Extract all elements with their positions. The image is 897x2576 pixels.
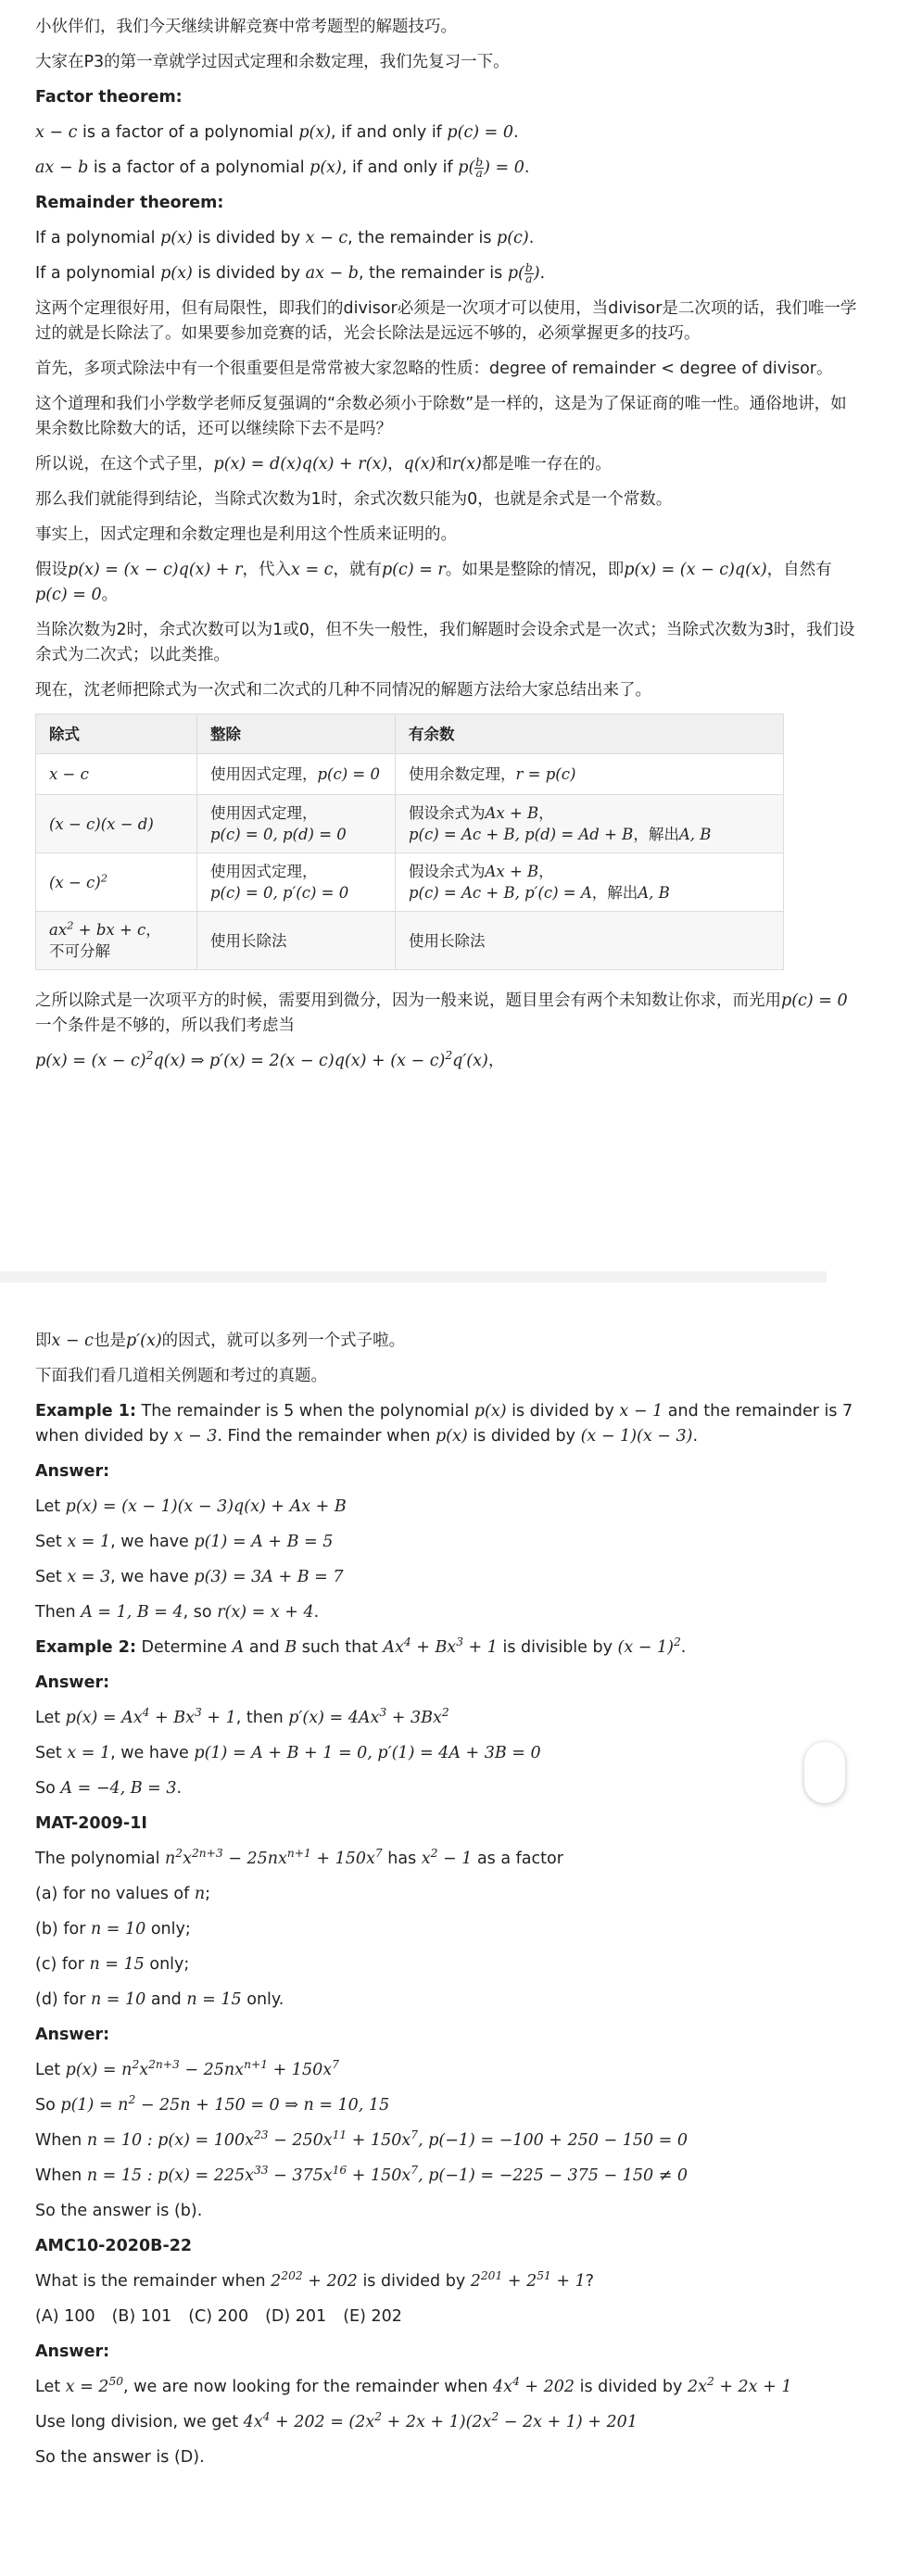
table-row	[36, 912, 784, 970]
section-divider	[0, 1271, 827, 1282]
table-cell: 使用因式定理， p(c) = 0, p′(c) = 0	[197, 853, 396, 912]
amc-line-1: Let $x = 2^{50}$, we are now looking for the remainder when $4x^4 + 202$ is divided by $2x^2 + 2x + 1$	[35, 2375, 792, 2396]
example-1-answer-label: Answer:	[35, 1462, 110, 1481]
divisor-paragraph: 这两个定理很好用，但有局限性，即我们的divisor必须是一次项才可以使用，当divisor是二次项的话，我们唯一学过的就是长除法了。如果要参加竞赛的话，光会长除法是远远不够的，必须掌握更多的技巧。	[35, 299, 857, 343]
article-section-2	[0, 1329, 897, 2481]
mat-line-4: When n = 15 : $p(x) = 225x^{33} - 375x^{16} + 150x^7$, p(−1) = −225 − 375 − 150 ≠ 0	[35, 2164, 689, 2185]
factor-theorem-line-2: ax − b is a factor of a polynomial p(x), if and only if p( $\frac{b}{a}$ ) = 0.	[35, 155, 530, 180]
table-header-divisor: 除式	[36, 714, 197, 754]
mat-option-c: (c) for n = 15 only;	[35, 1955, 190, 1974]
floating-side-tab[interactable]	[804, 1742, 845, 1803]
table-cell: $(x - c)^2$	[36, 853, 197, 912]
example-1-line-4: Then A = 1, B = 4, so r(x) = x + 4.	[35, 1603, 320, 1622]
amc-2020-title: AMC10-2020B-22	[35, 2237, 193, 2255]
proof-note-paragraph: 事实上，因式定理和余数定理也是利用这个性质来证明的。	[35, 525, 457, 544]
example-2-line-3: So A = −4, B = 3.	[35, 1779, 183, 1798]
examples-intro-paragraph: 下面我们看几道相关例题和考过的真题。	[35, 1367, 327, 1385]
amc-line-2: Use long division, we get $4x^4 + 202 = (2x^2 + 2x + 1)(2x^2 - 2x + 1) + 201$	[35, 2410, 638, 2431]
table-header-divisible: 整除	[197, 714, 396, 754]
mat-answer-label: Answer:	[35, 2026, 110, 2044]
mat-option-a: (a) for no values of n;	[35, 1885, 211, 1903]
also-factor-paragraph: 即x − c也是p′(x)的因式，就可以多列一个式子啦。	[35, 1332, 406, 1350]
mat-question: The polynomial $n^2x^{2n+3} - 25nx^{n+1} + 150x^7$ has $x^2 - 1$ as a factor	[35, 1847, 563, 1868]
summary-intro-paragraph: 现在，沈老师把除式为一次式和二次式的几种不同情况的解题方法给大家总结出来了。	[35, 681, 651, 700]
method-summary-table	[35, 713, 784, 970]
amc-option-d: (D) 201	[265, 2307, 327, 2326]
mat-line-3: When n = 10 : $p(x) = 100x^{23} - 250x^{11} + 150x^7$, p(−1) = −100 + 250 − 150 = 0	[35, 2128, 689, 2150]
example-2-answer-label: Answer:	[35, 1673, 110, 1692]
table-header-with-remainder: 有余数	[396, 714, 784, 754]
table-cell: 使用长除法	[396, 912, 784, 970]
example-1-question: Example 1: The remainder is 5 when the polynomial p(x) is divided by x − 1 and the remainder is 7 when divided by x − 3. Find the remainder when p(x) is divided by (x − 1)(x − 3).	[35, 1402, 853, 1446]
table-cell: $ax^2$ + bx + c， 不可分解	[36, 912, 197, 970]
table-row	[36, 754, 784, 795]
degree-two-paragraph: 当除次数为2时，余式次数可以为1或0，但不失一般性，我们解题时会设余式是一次式；当除式次数为3时，我们设余式为二次式；以此类推。	[35, 621, 855, 664]
amc-option-c: (C) 200	[188, 2307, 249, 2326]
table-cell: (x − c)(x − d)	[36, 795, 197, 853]
mat-line-1: Let $p(x) = n^2x^{2n+3} - 25nx^{n+1} + 150x^7$	[35, 2058, 339, 2079]
table-cell: x − c	[36, 754, 197, 795]
mat-option-b: (b) for n = 10 only;	[35, 1920, 191, 1938]
amc-options	[35, 2305, 862, 2330]
remainder-theorem-title: Remainder theorem:	[35, 194, 224, 212]
example-1-line-1: Let p(x) = (x − 1)(x − 3)q(x) + Ax + B	[35, 1497, 347, 1516]
table-cell: 假设余式为Ax + B， p(c) = Ac + B, p(d) = Ad + B，解出A, B	[396, 795, 784, 853]
amc-question: What is the remainder when $2^{202} + 202$ is divided by $2^{201} + 2^{51} + 1$?	[35, 2269, 595, 2291]
solution-form-paragraph: 所以说，在这个式子里，p(x) = d(x)q(x) + r(x)，q(x)和r(x)都是唯一存在的。	[35, 455, 612, 474]
fraction-b-over-a: $\frac{b}{a}$	[524, 260, 533, 285]
table-cell: 使用因式定理， p(c) = 0, p(d) = 0	[197, 795, 396, 853]
derivative-reason-paragraph: 之所以除式是一次项平方的时候，需要用到微分，因为一般来说，题目里会有两个未知数让你求，而光用p(c) = 0一个条件是不够的，所以我们考虑当	[35, 991, 848, 1035]
factor-theorem-line-1: x − c is a factor of a polynomial p(x), if and only if p(c) = 0.	[35, 123, 519, 142]
example-1-line-3: Set x = 3, we have p(3) = 3A + B = 7	[35, 1568, 344, 1586]
example-2-question: Example 2: Determine A and B such that $Ax^4 + Bx^3 + 1$ is divisible by $(x - 1)^2$.	[35, 1635, 687, 1657]
table-row	[36, 795, 784, 853]
amc-line-3: So the answer is (D).	[35, 2448, 205, 2467]
assumption-paragraph: 假设p(x) = (x − c)q(x) + r，代入x = c，就有p(c) = r。如果是整除的情况，即p(x) = (x − c)q(x)，自然有p(c) = 0。	[35, 561, 832, 604]
example-2-line-2: Set x = 1, we have p(1) = A + B + 1 = 0, p′(1) = 4A + 3B = 0	[35, 1744, 541, 1762]
amc-option-e: (E) 202	[343, 2307, 402, 2326]
amc-option-b: (B) 101	[111, 2307, 172, 2326]
mat-line-2: So $p(1) = n^2 - 25n + 150 = 0$ ⇒ n = 10, 15	[35, 2093, 390, 2115]
example-2-line-1: Let $p(x) = Ax^4 + Bx^3 + 1$, then $p'(x) = 4Ax^3 + 3Bx^2$	[35, 1706, 449, 1727]
degree-paragraph: 首先，多项式除法中有一个很重要但是常常被大家忽略的性质：degree of remainder < degree of divisor。	[35, 360, 833, 378]
table-row	[36, 853, 784, 912]
amc-answer-label: Answer:	[35, 2342, 110, 2361]
mat-option-d: (d) for n = 10 and n = 15 only.	[35, 1990, 284, 2009]
constant-remainder-paragraph: 那么我们就能得到结论，当除式次数为1时，余式次数只能为0，也就是余式是一个常数。	[35, 490, 673, 509]
factor-theorem-title: Factor theorem:	[35, 88, 183, 107]
table-cell: 使用长除法	[197, 912, 396, 970]
article-section-1	[0, 15, 897, 1084]
intro-paragraph: 小伙伴们，我们今天继续讲解竞赛中常考题型的解题技巧。	[35, 18, 457, 36]
table-cell: 假设余式为Ax + B， p(c) = Ac + B, p′(c) = A，解出A, B	[396, 853, 784, 912]
mat-line-5: So the answer is (b).	[35, 2202, 203, 2220]
table-cell: 使用余数定理，r = p(c)	[396, 754, 784, 795]
mat-2009-title: MAT-2009-1I	[35, 1814, 147, 1833]
example-1-line-2: Set x = 1, we have p(1) = A + B = 5	[35, 1533, 334, 1551]
remainder-theorem-line-1: If a polynomial p(x) is divided by x − c, the remainder is p(c).	[35, 229, 535, 247]
review-paragraph: 大家在P3的第一章就学过因式定理和余数定理，我们先复习一下。	[35, 53, 510, 71]
fraction-b-over-a: $\frac{b}{a}$	[475, 155, 484, 180]
amc-option-a: (A) 100	[35, 2307, 95, 2326]
table-header-row	[36, 714, 784, 754]
remainder-theorem-line-2: If a polynomial p(x) is divided by ax − b, the remainder is p( $\frac{b}{a}$ ).	[35, 260, 546, 285]
uniqueness-paragraph: 这个道理和我们小学数学老师反复强调的“余数必须小于除数”是一样的，这是为了保证商的唯一性。通俗地讲，如果余数比除数大的话，还可以继续除下去不是吗？	[35, 395, 847, 438]
derivative-formula: $p(x) = (x - c)^2q(x)$ ⇒ $p'(x) = 2(x - c)q(x) + (x - c)^2q'(x)$，	[35, 1049, 505, 1070]
table-cell: 使用因式定理，p(c) = 0	[197, 754, 396, 795]
